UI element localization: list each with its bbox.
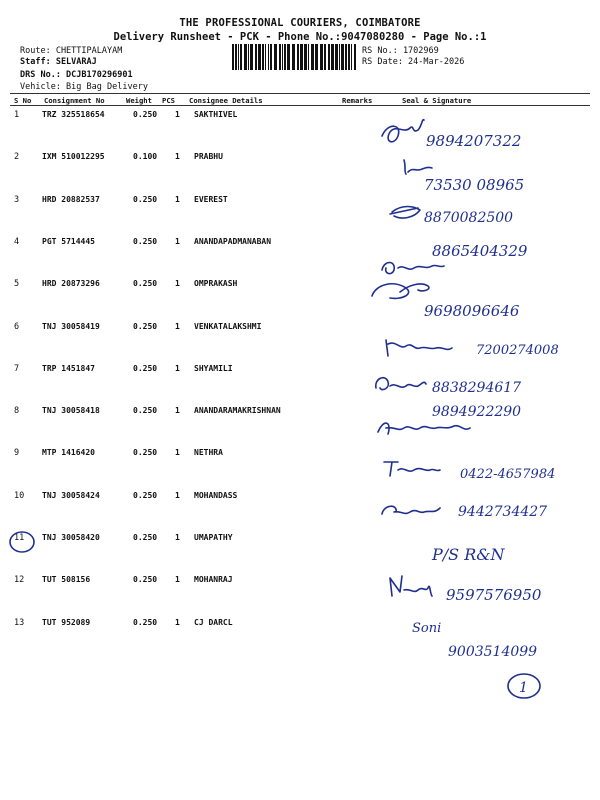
barcode-bar [248,44,249,70]
row-sno: 2 [14,152,20,163]
signature-3 [390,207,420,219]
signature-12 [390,576,432,596]
barcode-bar [262,44,264,70]
barcode-bar [354,44,356,70]
signature-8 [378,423,470,434]
col-seal-signature: Seal & Signature [402,96,472,105]
row-consignee: EVEREST [194,194,228,204]
barcode-bar [284,44,286,70]
row-sno: 9 [14,448,20,459]
header-rule-bottom [10,105,590,106]
row-consignment-no: IXM 510012295 [42,152,105,162]
row-pcs: 1 [175,194,180,204]
row-pcs: 1 [175,152,180,162]
row-weight: 0.250 [133,533,158,542]
barcode-bar [315,44,318,70]
row-sno: 1 [14,110,20,120]
drs-number: DRS No.: DCJB170296901 [20,70,133,80]
row-consignee: OMPRAKASH [194,279,238,289]
handwritten-phone-8: 9894922290 [432,404,522,420]
row-consignment-no: TNJ 30058418 [42,406,100,416]
barcode-bar [308,44,309,70]
barcode-bar [335,44,338,70]
barcode-bar [341,44,344,70]
barcode [230,44,358,70]
handwritten-phone-4: 8865404329 [432,242,528,260]
row-consignee: VENKATALAKSHMI [194,321,262,331]
row-consignee: MOHANDASS [194,490,238,500]
handwritten-phone-5: 9698096646 [424,302,520,320]
row-sno: 6 [14,321,20,332]
barcode-bar [300,44,303,70]
row-weight: 0.250 [133,490,158,500]
handwritten-phone-9: 0422-4657984 [460,467,556,482]
runsheet-subtitle: Delivery Runsheet - PCK - Phone No.:9047080280 - Page No.:1 [113,31,487,43]
col-consignment: Consignment No [44,96,105,105]
route-label: Route: CHETTIPALAYAM [20,46,123,56]
row-pcs: 1 [175,236,180,246]
barcode-bar [244,44,247,70]
row-sno: 4 [14,236,20,247]
signature-9 [384,462,440,476]
barcode-bar [282,44,283,70]
row-consignment-no: HRD 20882537 [42,194,100,204]
signature-4 [382,263,444,274]
col-weight: Weight [126,96,152,105]
row-consignee: PRABHU [194,152,223,162]
barcode-bar [265,44,266,70]
barcode-bar [235,44,237,70]
barcode-bar [339,44,340,70]
barcode-bar [268,44,269,70]
page-mark-number: 1 [519,680,528,696]
col-pcs: PCS [162,96,175,105]
row-consignee: SHYAMILI [194,363,233,373]
row-consignee: MOHANRAJ [194,575,233,585]
row-weight: 0.250 [133,321,158,331]
handwritten-phone-12: 9597576950 [446,586,542,604]
row-pcs: 1 [175,575,180,585]
signature-10 [382,506,440,514]
row-weight: 0.100 [133,152,158,162]
row-consignment-no: HRD 20873296 [42,279,100,289]
header-rule-top [10,93,590,94]
rs-date: RS Date: 24-Mar-2026 [362,57,465,67]
handwritten-phone-2: 73530 08965 [424,176,525,194]
row-weight: 0.250 [133,575,158,585]
row-consignee: CJ DARCL [194,617,233,627]
row-sno: 10 [14,490,25,501]
barcode-bar [304,44,307,70]
handwritten-note-11: P/S R&N [432,545,505,564]
barcode-bar [348,44,350,70]
row-pcs: 1 [175,363,180,373]
col-remarks: Remarks [342,96,373,105]
handwritten-phone-7: 8838294617 [432,380,522,396]
row-weight: 0.250 [133,110,158,119]
row-pcs: 1 [175,533,180,542]
row-consignment-no: TUT 952089 [42,617,91,627]
row-weight: 0.250 [133,448,158,458]
row-consignment-no: PGT 5714445 [42,236,95,246]
row-consignee: UMAPATHY [194,533,233,542]
row-sno: 7 [14,363,20,374]
row-sno: 13 [14,617,25,628]
row-consignee: NETHRA [194,448,223,458]
barcode-bar [345,44,347,70]
row-consignment-no: MTP 1416420 [42,448,95,458]
barcode-bar [255,44,257,70]
signature-5 [372,284,429,299]
row-consignment-no: TNJ 30058420 [42,533,100,542]
row-sno: 3 [14,194,20,205]
barcode-bar [240,44,242,70]
barcode-bar [250,44,253,70]
barcode-bar [331,44,334,70]
handwritten-phone-3: 8870082500 [424,210,514,226]
row-sno: 8 [14,406,20,417]
page-circle-mark [508,674,540,698]
row-pcs: 1 [175,110,180,119]
row-consignment-no: TNJ 30058424 [42,490,100,500]
handwritten-phone-10: 9442734427 [458,504,548,520]
row-consignee: SAKTHIVEL [194,110,238,119]
row-weight: 0.250 [133,363,158,373]
barcode-bar [270,44,272,70]
row-sno: 12 [14,575,25,586]
row-weight: 0.250 [133,194,158,204]
barcode-bar [320,44,323,70]
barcode-bar [274,44,277,70]
row-consignee: ANANDARAMAKRISHNAN [194,406,281,416]
row-pcs: 1 [175,448,180,458]
barcode-bar [297,44,299,70]
row-pcs: 1 [175,321,180,331]
row-weight: 0.250 [133,279,158,289]
barcode-bar [232,44,234,70]
row-consignment-no: TRP 1451847 [42,363,95,373]
row-sno: 5 [14,279,20,290]
row-sno: 11 [14,533,25,543]
row-consignment-no: TUT 508156 [42,575,91,585]
barcode-bar [279,44,281,70]
handwritten-name-13: Soni [412,621,442,636]
signature-2 [404,160,432,174]
signature-6 [386,340,452,356]
barcode-bar [328,44,330,70]
row-pcs: 1 [175,490,180,500]
row-weight: 0.250 [133,617,158,627]
row-pcs: 1 [175,617,180,627]
col-consignee: Consignee Details [189,96,263,105]
barcode-bar [287,44,290,70]
staff-label: Staff: SELVARAJ [20,57,97,67]
barcode-bar [311,44,314,70]
signature-7 [376,378,426,390]
handwritten-phone-6: 7200274008 [476,343,559,358]
barcode-bar [351,44,352,70]
barcode-bar [324,44,326,70]
row-pcs: 1 [175,406,180,416]
handwritten-phone-13: 9003514099 [448,644,538,660]
handwritten-phone-1: 9894207322 [426,132,522,150]
row-consignee: ANANDAPADMANABAN [194,236,272,246]
row-consignment-no: TNJ 30058419 [42,321,100,331]
row-weight: 0.250 [133,406,158,416]
barcode-bar [258,44,261,70]
barcode-bar [238,44,239,70]
signature-1 [382,120,424,142]
row-pcs: 1 [175,279,180,289]
col-sno: S No [14,96,32,105]
row-weight: 0.250 [133,236,158,246]
rs-number: RS No.: 1702969 [362,46,439,56]
barcode-bar [292,44,295,70]
row-consignment-no: TRZ 325518654 [42,110,105,119]
company-title: THE PROFESSIONAL COURIERS, COIMBATORE [179,17,421,29]
vehicle-label: Vehicle: Big Bag Delivery [20,82,148,92]
